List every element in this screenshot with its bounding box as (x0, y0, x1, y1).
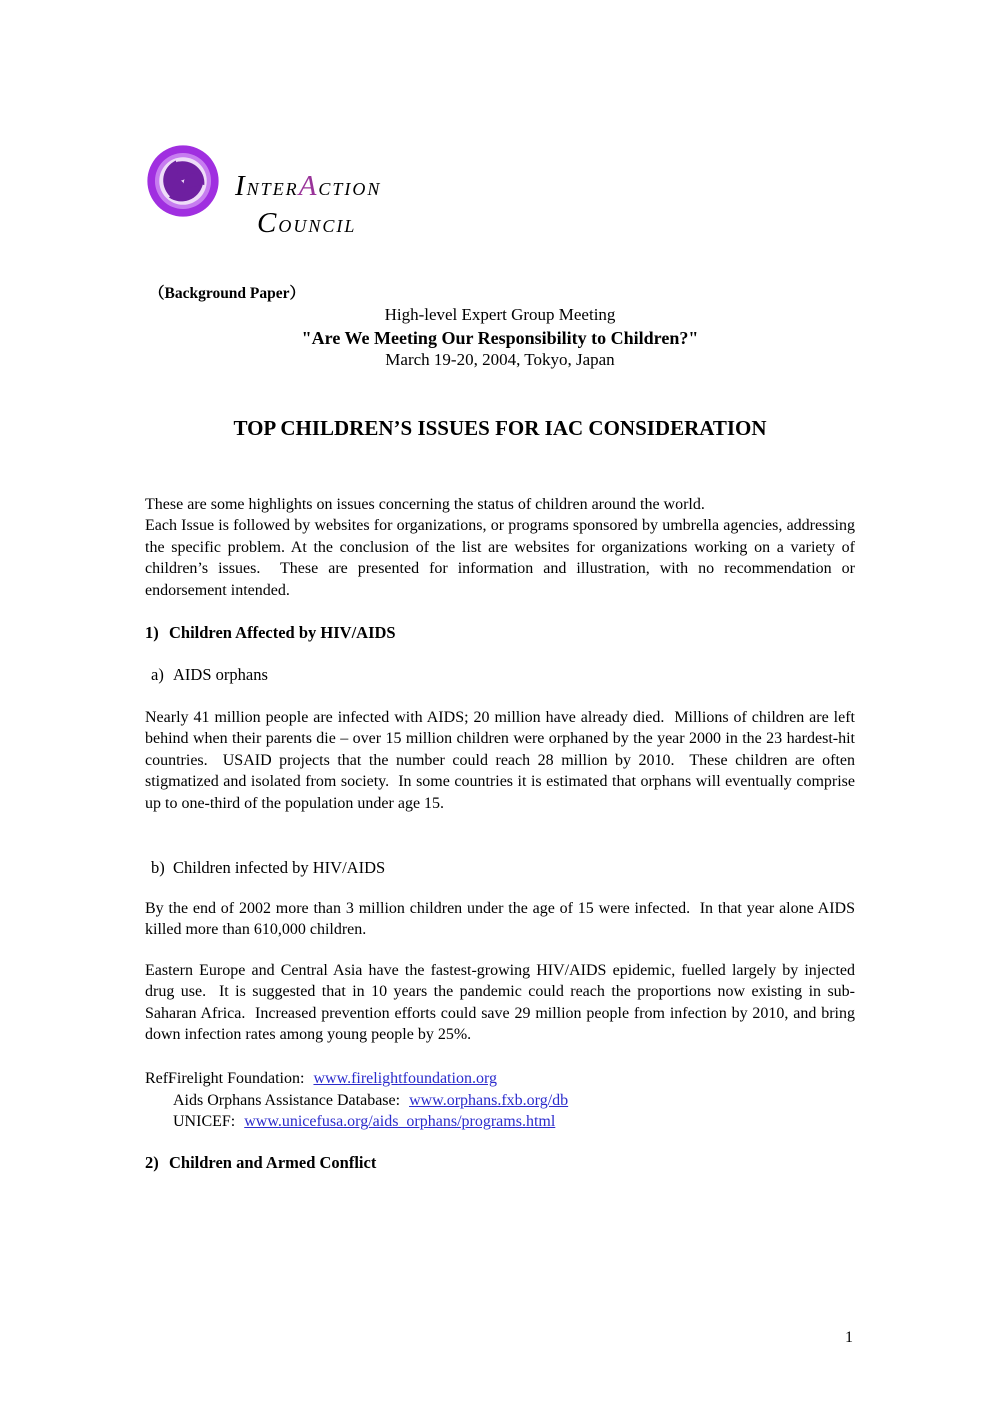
firelight-foundation-link[interactable]: www.firelightfoundation.org (313, 1070, 497, 1087)
reference-line (145, 1111, 855, 1133)
subsection-b-heading (145, 857, 855, 878)
section-1-number: 1) (145, 623, 159, 642)
section-2-number: 2) (145, 1153, 159, 1172)
section-2-heading (145, 1152, 855, 1173)
interaction-council-logo-icon (145, 143, 221, 219)
ref-label: Ref: (145, 1070, 173, 1087)
meeting-theme: "Are We Meeting Our Responsibility to Children?" (301, 327, 699, 348)
intro-body: Each Issue is followed by websites for organizations, or programs sponsored by umbrella agencies, addressing the specific problem. At the conclusion of the list are websites for organizations working on a variety of children’s issues. These are presented for information and illustration, with no recommendation or endorsement intended. (145, 517, 859, 599)
subsection-a-heading (145, 664, 855, 685)
wordmark-ouncil: OUNCIL (278, 216, 357, 236)
subsection-a-title: AIDS orphans (173, 665, 268, 684)
reference-name: UNICEF: (173, 1113, 236, 1131)
wordmark-nter: NTER (246, 179, 299, 199)
subsection-b-title: Children infected by HIV/AIDS (173, 858, 386, 877)
reference-line (145, 1090, 855, 1112)
org-name-line2 (235, 207, 381, 244)
org-wordmark (235, 170, 381, 244)
references-block (145, 1068, 855, 1133)
intro-paragraph (145, 494, 859, 601)
meeting-header (145, 304, 855, 372)
meeting-date-location: March 19-20, 2004, Tokyo, Japan (385, 350, 615, 369)
section-1-title: Children Affected by HIV/AIDS (169, 623, 396, 642)
wordmark-initial-i: I (235, 170, 247, 202)
orphans-database-link[interactable]: www.orphans.fxb.org/db (409, 1091, 569, 1109)
letterhead (145, 143, 855, 244)
wordmark-ction: CTION (318, 179, 382, 199)
intro-first-line: These are some highlights on issues concerning the status of children around the world. (145, 496, 705, 513)
section-2-title: Children and Armed Conflict (169, 1153, 377, 1172)
org-name-line1 (235, 170, 381, 207)
subsection-a-number: a) (151, 665, 164, 684)
epidemic-growth-paragraph: Eastern Europe and Central Asia have the fastest-growing HIV/AIDS epidemic, fuelled largely by injected drug use. It is suggested that in 10 years the pandemic could reach the proportions now existing in sub-Saharan Africa. Increased prevention efforts could save 29 million people from infection by 2010, and bring down infection rates among young people by 25%. (145, 962, 859, 1044)
reference-name: Firelight Foundation: (168, 1070, 305, 1087)
page-number: 1 (845, 1329, 853, 1346)
unicef-link[interactable]: www.unicefusa.org/aids_orphans/programs.html (244, 1113, 556, 1131)
wordmark-initial-a: A (298, 170, 319, 202)
infected-children-paragraph: By the end of 2002 more than 3 million children under the age of 15 were infected. In that year alone AIDS killed more than 610,000 children. (145, 900, 859, 939)
background-paper-label: （Background Paper） (149, 285, 306, 302)
reference-line (145, 1068, 855, 1090)
reference-name: Aids Orphans Assistance Database: (173, 1091, 401, 1109)
meeting-name: High-level Expert Group Meeting (384, 305, 616, 324)
document-title: TOP CHILDREN’S ISSUES FOR IAC CONSIDERATION (233, 416, 767, 440)
wordmark-initial-c: C (257, 207, 279, 239)
section-1-heading (145, 622, 855, 643)
subsection-b-number: b) (151, 858, 165, 877)
aids-orphans-paragraph: Nearly 41 million people are infected with AIDS; 20 million have already died. Millions of children are left behind when their parents die – over 15 million children were orphaned by the year 2000 in the 23 hardest-hit countries. USAID projects that the number could reach 28 million by 2010. These children are often stigmatized and isolated from society. In some countries it is estimated that orphans will eventually comprise up to one-third of the population under age 15. (145, 709, 859, 812)
